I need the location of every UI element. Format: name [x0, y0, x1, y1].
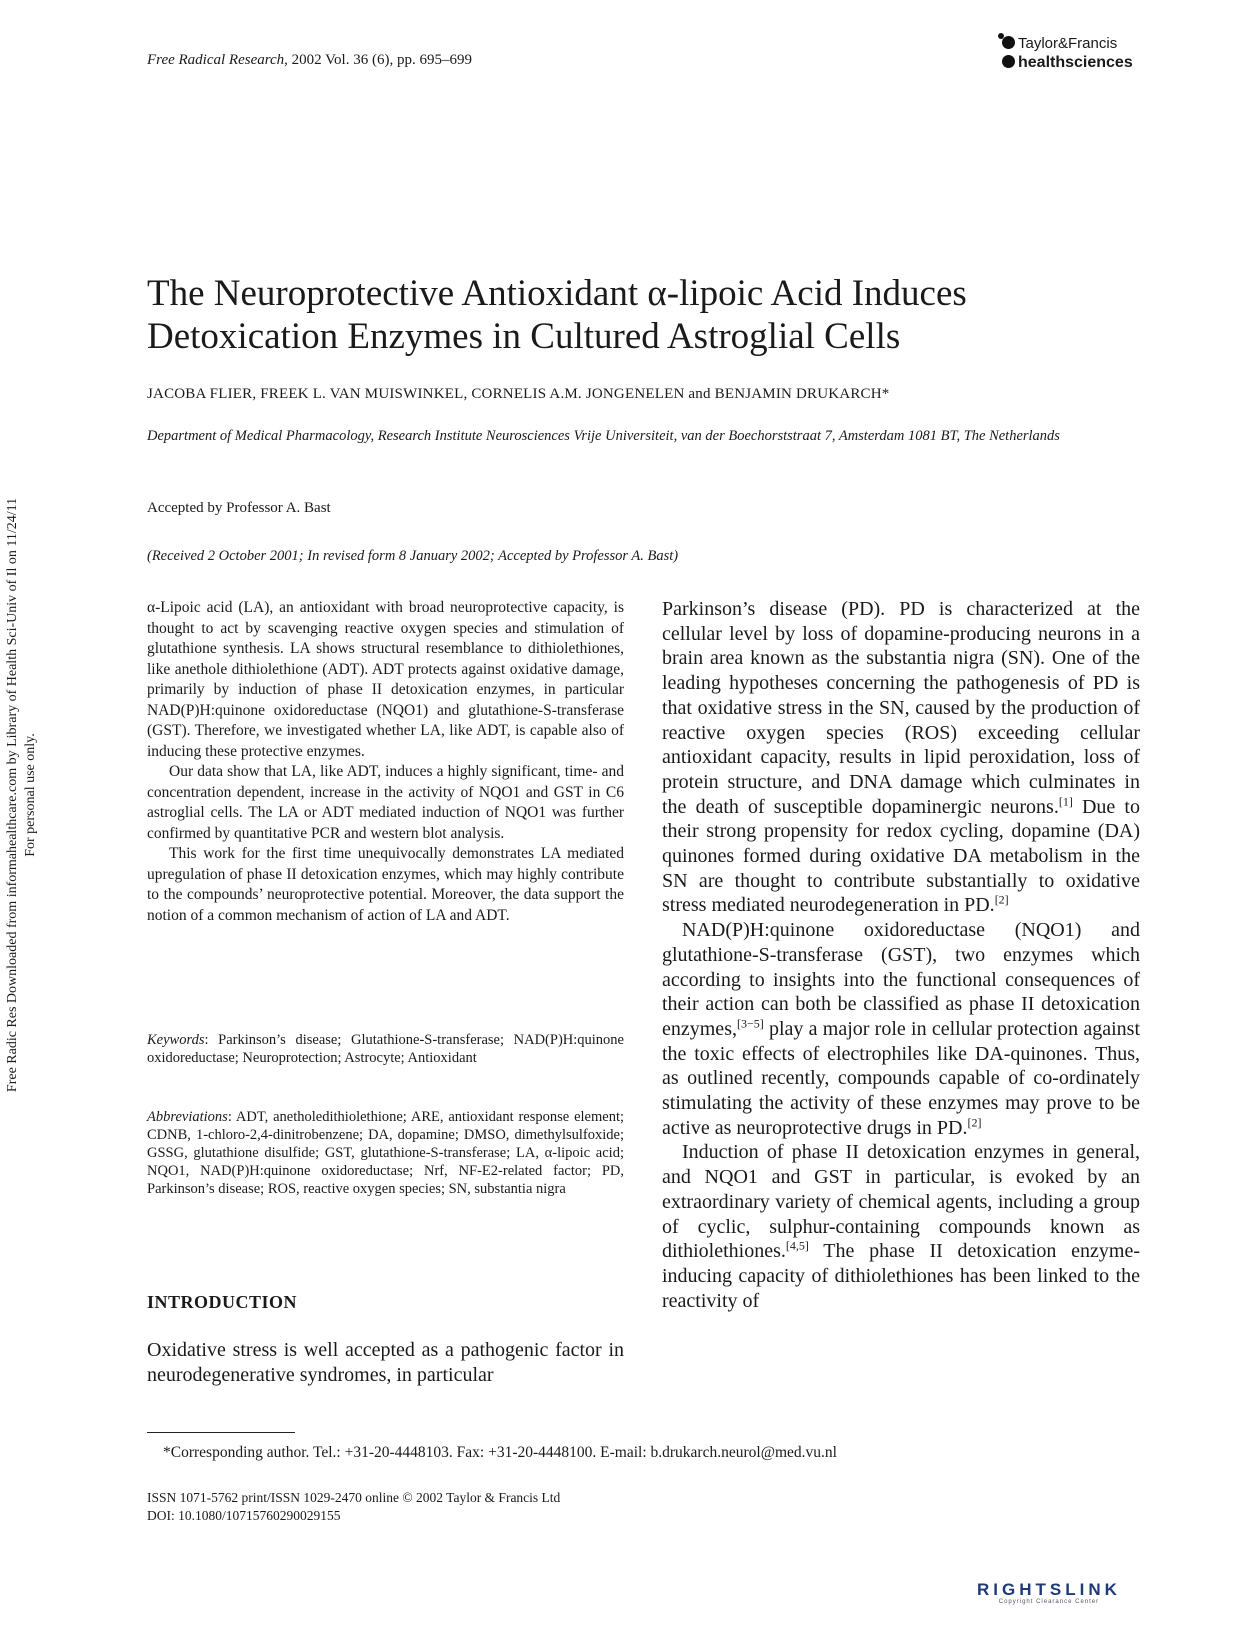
affiliation: Department of Medical Pharmacology, Research Institute Neurosciences Vrije Universiteit, van der Boechorststraat 7, Amsterdam 1081 BT, The Netherlands	[147, 428, 1060, 444]
intro-paragraph-3: Induction of phase II detoxication enzymes in general, and NQO1 and GST in particular, is evoked by an extraordinary variety of chemical agents, including a group of cyclic, sulphur-containing compounds known as dithiolethiones.[4,5] The phase II detoxication enzyme-inducing capacity of dithiolethiones has been linked to the reactivity of	[662, 1141, 1140, 1312]
article-title	[147, 272, 1107, 358]
abstract-paragraph-2: Our data show that LA, like ADT, induces a highly significant, time- and concentration dependent, increase in the activity of NQO1 and GST in C6 astroglial cells. The LA or ADT mediated induction of NQO1 was further confirmed by quantitative PCR and western blot analysis.	[147, 763, 624, 842]
title-line-2: Detoxication Enzymes in Cultured Astroglial Cells	[147, 316, 901, 357]
citation-ref: [3−5]	[736, 1016, 764, 1031]
download-watermark	[4, 435, 40, 1155]
rightslink-logo[interactable]	[977, 1580, 1121, 1605]
issn: ISSN 1071-5762 print/ISSN 1029-2470 online © 2002 Taylor & Francis Ltd	[147, 1490, 561, 1505]
rightslink-subtitle: Copyright Clearance Center	[998, 1599, 1100, 1605]
title-line-1: The Neuroprotective Antioxidant α-lipoic Acid Induces	[147, 273, 967, 314]
citation-ref: [1]	[1058, 793, 1073, 808]
abbreviations-label: Abbreviations	[147, 1109, 228, 1125]
abstract-paragraph-1: α-Lipoic acid (LA), an antioxidant with broad neuroprotective capacity, is thought to act by scavenging reactive oxygen species and stimulation of glutathione synthesis. LA shows structural resemblance to dithiolethiones, like anethole dithiolethione (ADT). ADT protects against oxidative damage, primarily by induction of phase II detoxication enzymes, in particular NAD(P)H:quinone oxidoreductase (NQO1) and glutathione-S-transferase (GST). Therefore, we investigated whether LA, like ADT, is capable also of inducing these protective enzymes.	[147, 599, 624, 760]
abbreviations-text: : ADT, anetholedithiolethione; ARE, antioxidant response element; CDNB, 1-chloro-2,4-dinitrobenzene; DA, dopamine; DMSO, dimethylsulfoxide; GSSG, glutathione disulfide; GST, glutathione-S-transferase; LA, α-lipoic acid; NQO1, NAD(P)H:quinone oxidoreductase; Nrf, NF-E2-related factor; PD, Parkinson’s disease; ROS, reactive oxygen species; SN, substantia nigra	[147, 1109, 624, 1197]
introduction-left-text: Oxidative stress is well accepted as a pathogenic factor in neurodegenerative syndromes, in particular	[147, 1339, 624, 1386]
citation-ref: [2]	[994, 892, 1009, 907]
citation-ref: [4,5]	[785, 1238, 809, 1253]
rightslink-label: RIGHTSLINK	[977, 1580, 1121, 1599]
watermark-line-1: Free Radic Res Downloaded from informahealthcare.com by Library of Health Sci-Univ of Il on 11/24/11	[5, 497, 20, 1093]
received-dates: (Received 2 October 2001; In revised form 8 January 2002; Accepted by Professor A. Bast)	[147, 548, 679, 564]
doi: DOI: 10.1080/10715760290029155	[147, 1508, 341, 1523]
publisher-division: healthsciences	[1018, 54, 1133, 71]
keywords-label: Keywords	[147, 1032, 205, 1048]
intro-paragraph-1: Parkinson’s disease (PD). PD is characterized at the cellular level by loss of dopamine-producing neurons in a brain area known as the substantia nigra (SN). One of the leading hypotheses concerning the pathogenesis of PD is that oxidative stress in the SN, caused by the production of reactive oxygen species (ROS) exceeding cellular antioxidant capacity, results in lipid peroxidation, loss of protein structure, and DNA damage which culminates in the death of susceptible dopaminergic neurons.[1] Due to their strong propensity for redox cycling, dopamine (DA) quinones formed during oxidative DA metabolism in the SN are thought to contribute substantially to oxidative stress mediated neurodegeneration in PD.[2]	[662, 598, 1140, 917]
publisher-name: Taylor&Francis	[1018, 35, 1118, 52]
logo-dot-large-icon	[1002, 55, 1015, 68]
publication-info	[147, 1489, 560, 1525]
intro-paragraph-2: NAD(P)H:quinone oxidoreductase (NQO1) and glutathione-S-transferase (GST), two enzymes which according to insights into the functional consequences of their action can both be classified as phase II detoxication enzymes,[3−5] play a major role in cellular protection against the toxic effects of electrophiles like DA-quinones. Thus, as outlined recently, compounds capable of co-ordinately stimulating the activity of these enzymes may prove to be active as neuroprotective drugs in PD.[2]	[662, 919, 1140, 1139]
journal-name: Free Radical Research	[147, 52, 285, 68]
abstract-paragraph-3: This work for the first time unequivocally demonstrates LA mediated upregulation of phase II detoxication enzymes, which may highly contribute to the compounds’ neuroprotective potential. Moreover, the data support the notion of a common mechanism of action of LA and ADT.	[147, 845, 624, 924]
accepted-by: Accepted by Professor A. Bast	[147, 500, 331, 516]
introduction-right-column	[662, 597, 1140, 1313]
logo-dot-small-icon	[998, 33, 1004, 39]
keywords-text: : Parkinson’s disease; Glutathione-S-transferase; NAD(P)H:quinone oxidoreductase; Neuroprotection; Astrocyte; Antioxidant	[147, 1032, 624, 1066]
logo-dot-icon	[1002, 36, 1015, 49]
abstract	[147, 598, 624, 926]
publisher-logo	[1002, 34, 1133, 72]
corresponding-author-footnote: *Corresponding author. Tel.: +31-20-4448103. Fax: +31-20-4448100. E-mail: b.drukarch.neurol@med.vu.nl	[163, 1444, 837, 1461]
watermark-line-2: For personal use only.	[23, 733, 38, 857]
footnote-divider	[147, 1432, 295, 1433]
keywords	[147, 1031, 624, 1067]
author-list: JACOBA FLIER, FREEK L. VAN MUISWINKEL, CORNELIS A.M. JONGENELEN and BENJAMIN DRUKARCH*	[147, 386, 890, 402]
journal-citation	[147, 52, 472, 69]
section-heading-introduction: INTRODUCTION	[147, 1292, 298, 1312]
citation-ref: [2]	[967, 1115, 982, 1130]
journal-volume: , 2002 Vol. 36 (6), pp. 695–699	[284, 52, 472, 68]
abbreviations	[147, 1108, 624, 1198]
